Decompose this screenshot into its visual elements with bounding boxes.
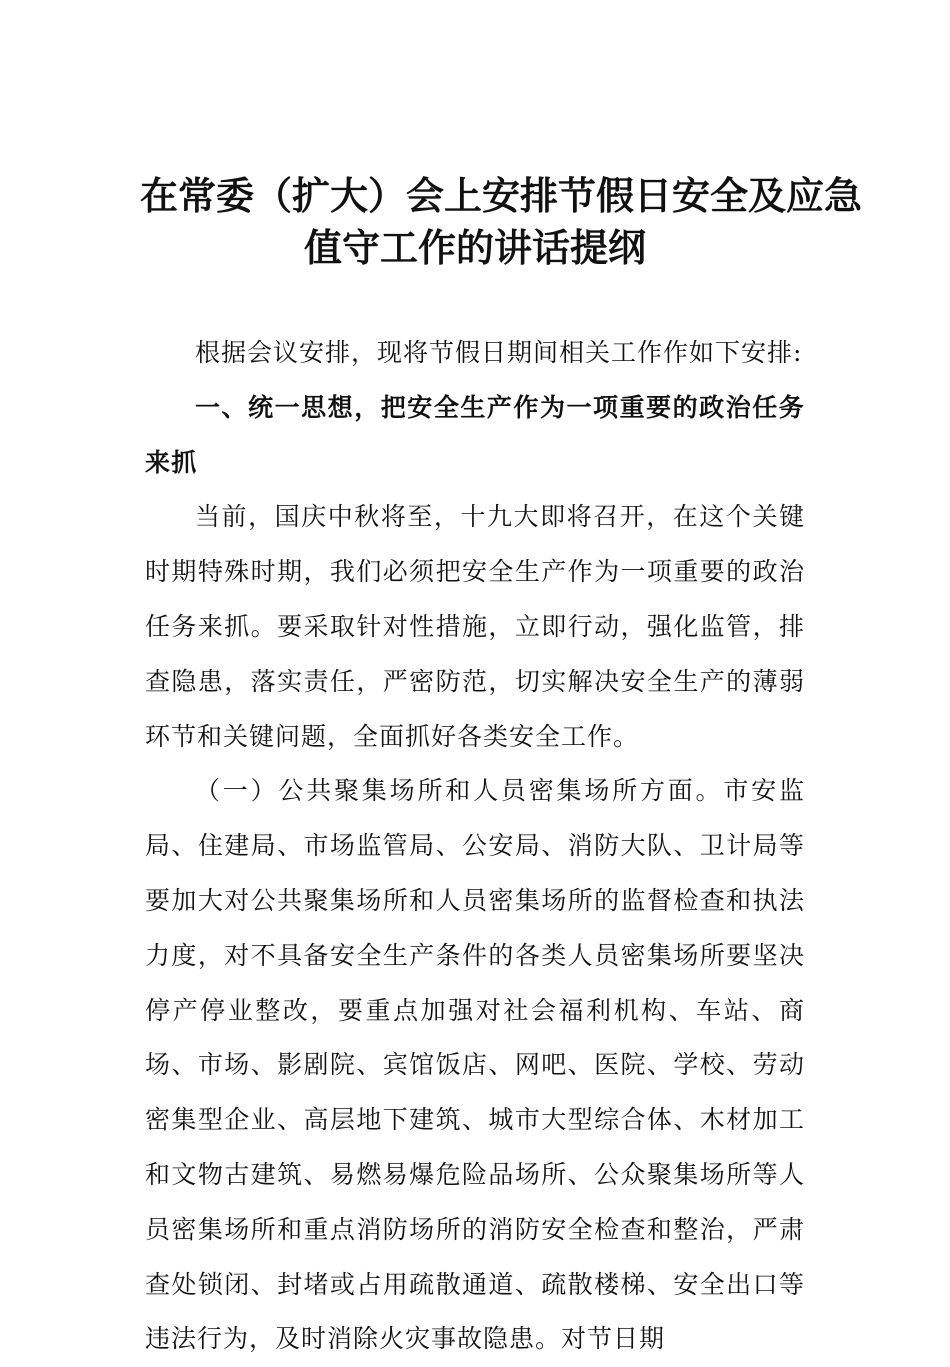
subsection-1-paragraph: （一）公共聚集场所和人员密集场所方面。市安监局、住建局、市场监管局、公安局、消防大队、卫计局等要加大对公共聚集场所和人员密集场所的监督检查和执法力度，对不具备安全生产条件的各类人员密集场所要坚决停产停业整改，要重点加强对社会福利机构、车站、商场、市场、影剧院、宾馆饭店、网吧、医院、学校、劳动密集型企业、高层地下建筑、城市大型综合体、木材加工和文物古建筑、易燃易爆危险品场所、公众聚集场所等人员密集场所和重点消防场所的消防安全检查和整治，严肃查处锁闭、封堵或占用疏散通道、疏散楼梯、安全出口等违法行为，及时消除火灾事故隐患。对节日期 <box>145 776 805 1354</box>
section-1-paragraph: 当前，国庆中秋将至，十九大即将召开，在这个关键时期特殊时期，我们必须把安全生产作为一项重要的政治任务来抓。要采取针对性措施，立即行动，强化监管，排查隐患，落实责任，严密防范，切实解决安全生产的薄弱环节和关键问题，全面抓好各类安全工作。 <box>145 502 805 751</box>
intro-paragraph: 根据会议安排，现将节假日期间相关工作作如下安排: <box>195 338 803 367</box>
document-title-line-1: 在常委（扩大）会上安排节假日安全及应急 <box>140 173 863 218</box>
document-title-line-2: 值守工作的讲话提纲 <box>303 225 646 270</box>
section-1-heading: 一、统一思想，把安全生产作为一项重要的政治任务来抓 <box>145 392 805 477</box>
document-body <box>145 326 805 1367</box>
